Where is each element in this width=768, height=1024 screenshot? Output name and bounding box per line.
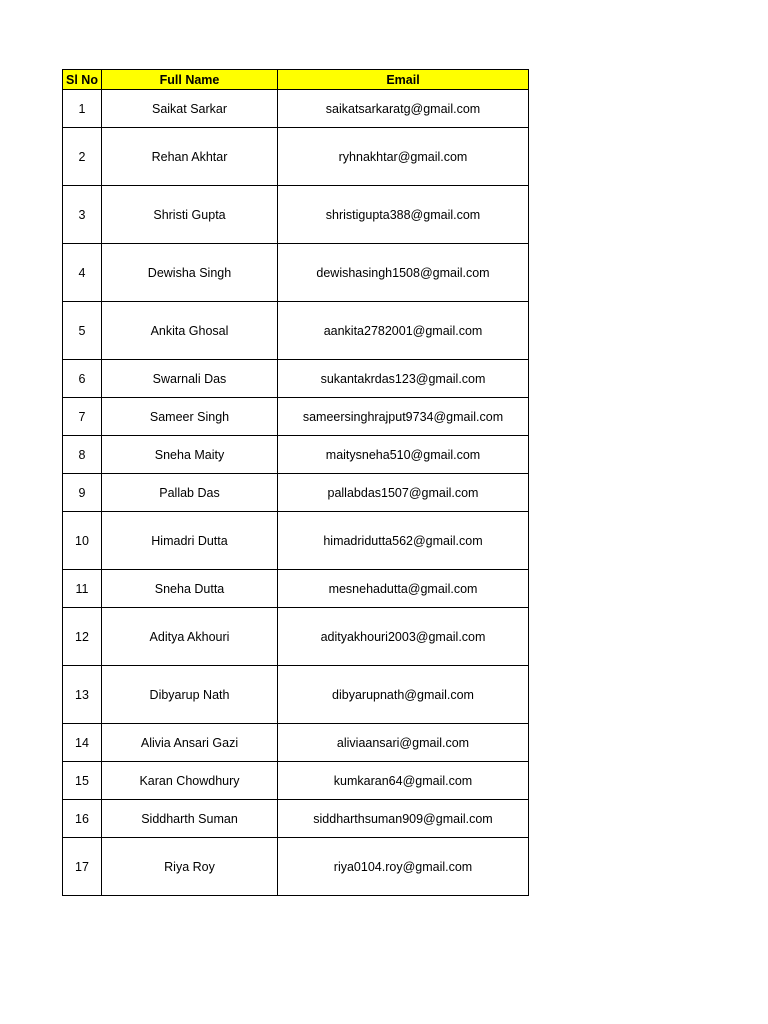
table-row	[63, 838, 529, 896]
cell-full-name: Karan Chowdhury	[102, 762, 278, 800]
cell-full-name: Aditya Akhouri	[102, 608, 278, 666]
cell-sl-no: 15	[63, 762, 102, 800]
cell-full-name: Shristi Gupta	[102, 186, 278, 244]
table-row	[63, 474, 529, 512]
header-row	[63, 70, 529, 90]
cell-sl-no: 3	[63, 186, 102, 244]
cell-full-name: Siddharth Suman	[102, 800, 278, 838]
cell-full-name: Sneha Dutta	[102, 570, 278, 608]
table-row	[63, 570, 529, 608]
cell-sl-no: 5	[63, 302, 102, 360]
table-row	[63, 512, 529, 570]
cell-sl-no: 11	[63, 570, 102, 608]
cell-email: aankita2782001@gmail.com	[278, 302, 529, 360]
cell-email: siddharthsuman909@gmail.com	[278, 800, 529, 838]
cell-full-name: Dewisha Singh	[102, 244, 278, 302]
cell-email: ryhnakhtar@gmail.com	[278, 128, 529, 186]
cell-email: dibyarupnath@gmail.com	[278, 666, 529, 724]
cell-email: maitysneha510@gmail.com	[278, 436, 529, 474]
cell-full-name: Dibyarup Nath	[102, 666, 278, 724]
cell-sl-no: 7	[63, 398, 102, 436]
table-row	[63, 762, 529, 800]
cell-full-name: Riya Roy	[102, 838, 278, 896]
cell-full-name: Alivia Ansari Gazi	[102, 724, 278, 762]
cell-email: kumkaran64@gmail.com	[278, 762, 529, 800]
cell-full-name: Saikat Sarkar	[102, 90, 278, 128]
cell-email: dewishasingh1508@gmail.com	[278, 244, 529, 302]
header-full-name: Full Name	[102, 70, 278, 90]
cell-sl-no: 6	[63, 360, 102, 398]
cell-sl-no: 2	[63, 128, 102, 186]
cell-sl-no: 13	[63, 666, 102, 724]
cell-email: sameersinghrajput9734@gmail.com	[278, 398, 529, 436]
cell-full-name: Sneha Maity	[102, 436, 278, 474]
cell-sl-no: 10	[63, 512, 102, 570]
table-row	[63, 724, 529, 762]
cell-full-name: Sameer Singh	[102, 398, 278, 436]
cell-email: aliviaansari@gmail.com	[278, 724, 529, 762]
table-row	[63, 398, 529, 436]
table-row	[63, 90, 529, 128]
table-row	[63, 186, 529, 244]
cell-full-name: Rehan Akhtar	[102, 128, 278, 186]
cell-sl-no: 8	[63, 436, 102, 474]
cell-full-name: Swarnali Das	[102, 360, 278, 398]
cell-full-name: Himadri Dutta	[102, 512, 278, 570]
header-email: Email	[278, 70, 529, 90]
table-row	[63, 436, 529, 474]
table-row	[63, 244, 529, 302]
cell-email: saikatsarkaratg@gmail.com	[278, 90, 529, 128]
cell-sl-no: 12	[63, 608, 102, 666]
cell-email: mesnehadutta@gmail.com	[278, 570, 529, 608]
table-row	[63, 608, 529, 666]
header-sl-no: Sl No	[63, 70, 102, 90]
table-row	[63, 302, 529, 360]
cell-sl-no: 14	[63, 724, 102, 762]
table-row	[63, 666, 529, 724]
cell-email: shristigupta388@gmail.com	[278, 186, 529, 244]
cell-sl-no: 17	[63, 838, 102, 896]
cell-sl-no: 1	[63, 90, 102, 128]
cell-sl-no: 9	[63, 474, 102, 512]
table-row	[63, 360, 529, 398]
cell-sl-no: 4	[63, 244, 102, 302]
contacts-table	[62, 69, 529, 896]
cell-full-name: Ankita Ghosal	[102, 302, 278, 360]
cell-email: sukantakrdas123@gmail.com	[278, 360, 529, 398]
cell-full-name: Pallab Das	[102, 474, 278, 512]
cell-email: riya0104.roy@gmail.com	[278, 838, 529, 896]
cell-email: himadridutta562@gmail.com	[278, 512, 529, 570]
table-row	[63, 128, 529, 186]
table-row	[63, 800, 529, 838]
cell-email: adityakhouri2003@gmail.com	[278, 608, 529, 666]
cell-sl-no: 16	[63, 800, 102, 838]
cell-email: pallabdas1507@gmail.com	[278, 474, 529, 512]
